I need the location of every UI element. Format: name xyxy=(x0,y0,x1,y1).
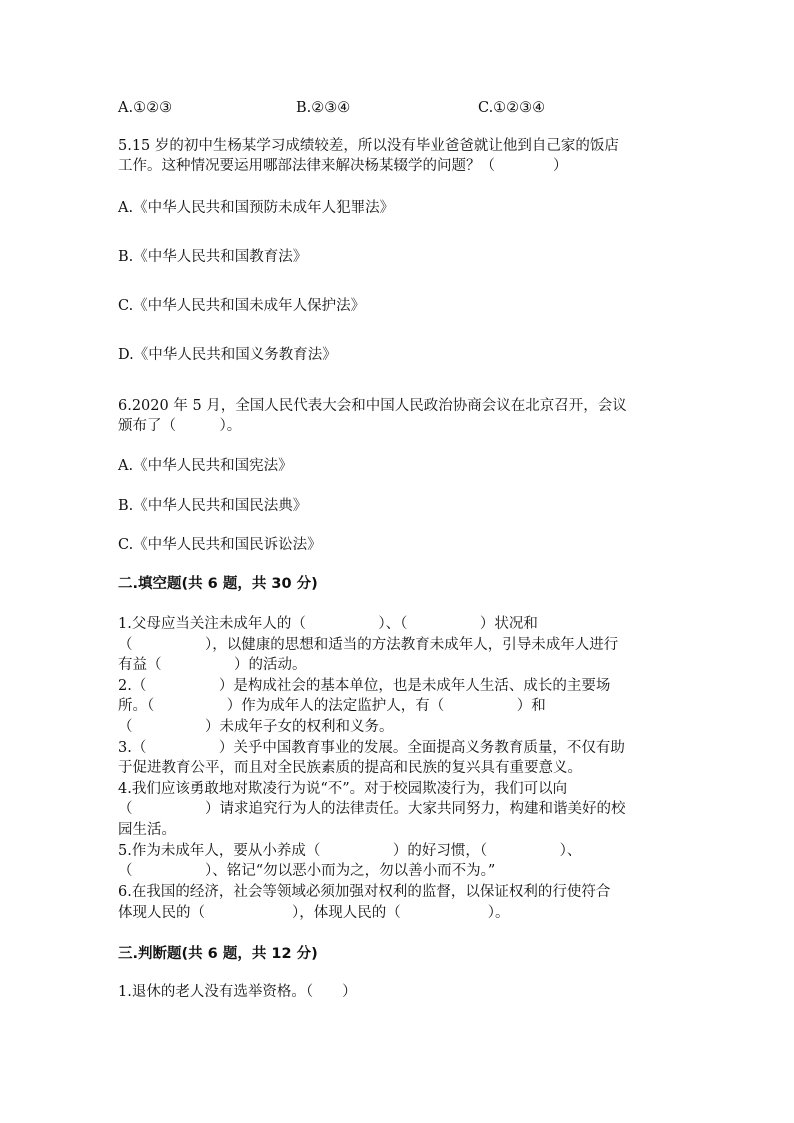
fill-line-14: 6.在我国的经济，社会等领域必须加强对权利的监督，以保证权利的行使符合 xyxy=(118,884,611,900)
q4-option-b: B.②③④ xyxy=(296,100,351,116)
fill-line-15: 体现人民的（ ），体现人民的（ ）。 xyxy=(118,905,510,921)
q6-option-c: C.《中华人民共和国民诉讼法》 xyxy=(118,537,322,553)
fill-line-4: 2.（ ）是构成社会的基本单位，也是未成年人生活、成长的主要场 xyxy=(118,678,611,694)
q6-stem-line-2: 颁布了（ ）。 xyxy=(118,418,242,434)
fill-line-9: 4.我们应该勇敢地对欺凌行为说“不”。对于校园欺凌行为，我们可以向 xyxy=(118,781,568,797)
fill-line-12: 5.作为未成年人，要从小养成（ ）的好习惯，（ ）、 xyxy=(118,843,582,859)
q4-option-c: C.①②③④ xyxy=(478,100,546,116)
fill-line-5: 所。（ ）作为成年人的法定监护人，有（ ）和 xyxy=(118,698,546,714)
q6-option-a: A.《中华人民共和国宪法》 xyxy=(118,458,293,474)
q5-option-c: C.《中华人民共和国未成年人保护法》 xyxy=(118,298,366,314)
section-3-title: 三.判断题(共 6 题，共 12 分) xyxy=(118,946,318,962)
q5-option-a: A.《中华人民共和国预防未成年人犯罪法》 xyxy=(118,200,395,216)
q5-stem-line-1: 5.15 岁的初中生杨某学习成绩较差，所以没有毕业爸爸就让他到自己家的饭店 xyxy=(118,138,619,154)
fill-line-10: （ ）请求追究行为人的法律责任。大家共同努力，构建和谐美好的校 xyxy=(118,801,626,817)
fill-line-3: 有益（ ）的活动。 xyxy=(118,657,307,673)
q4-option-a: A.①②③ xyxy=(118,100,173,116)
fill-line-7: 3.（ ）关乎中国教育事业的发展。全面提高义务教育质量，不仅有助 xyxy=(118,740,625,756)
q6-stem-line-1: 6.2020 年 5 月，全国人民代表大会和中国人民政治协商会议在北京召开，会议 xyxy=(118,398,627,414)
fill-line-8: 于促进教育公平，而且对全民族素质的提高和民族的复兴具有重要意义。 xyxy=(118,760,582,776)
q6-option-b: B.《中华人民共和国民法典》 xyxy=(118,498,308,514)
q5-stem-line-2: 工作。这种情况要运用哪部法律来解决杨某辍学的问题？（ ） xyxy=(118,158,568,174)
fill-line-11: 园生活。 xyxy=(118,822,176,838)
fill-line-6: （ ）未成年子女的权利和义务。 xyxy=(118,719,394,735)
fill-line-2: （ ），以健康的思想和适当的方法教育未成年人，引导未成年人进行 xyxy=(118,637,619,653)
fill-line-13: （ ）、铭记“勿以恶小而为之，勿以善小而不为。” xyxy=(118,863,496,879)
fill-line-1: 1.父母应当关注未成年人的（ ）、（ ）状况和 xyxy=(118,616,538,632)
section-2-title: 二.填空题(共 6 题，共 30 分) xyxy=(118,576,318,592)
judge-line-1: 1.退休的老人没有选举资格。（ ） xyxy=(118,984,357,1000)
q5-option-d: D.《中华人民共和国义务教育法》 xyxy=(118,347,337,363)
q5-option-b: B.《中华人民共和国教育法》 xyxy=(118,249,308,265)
